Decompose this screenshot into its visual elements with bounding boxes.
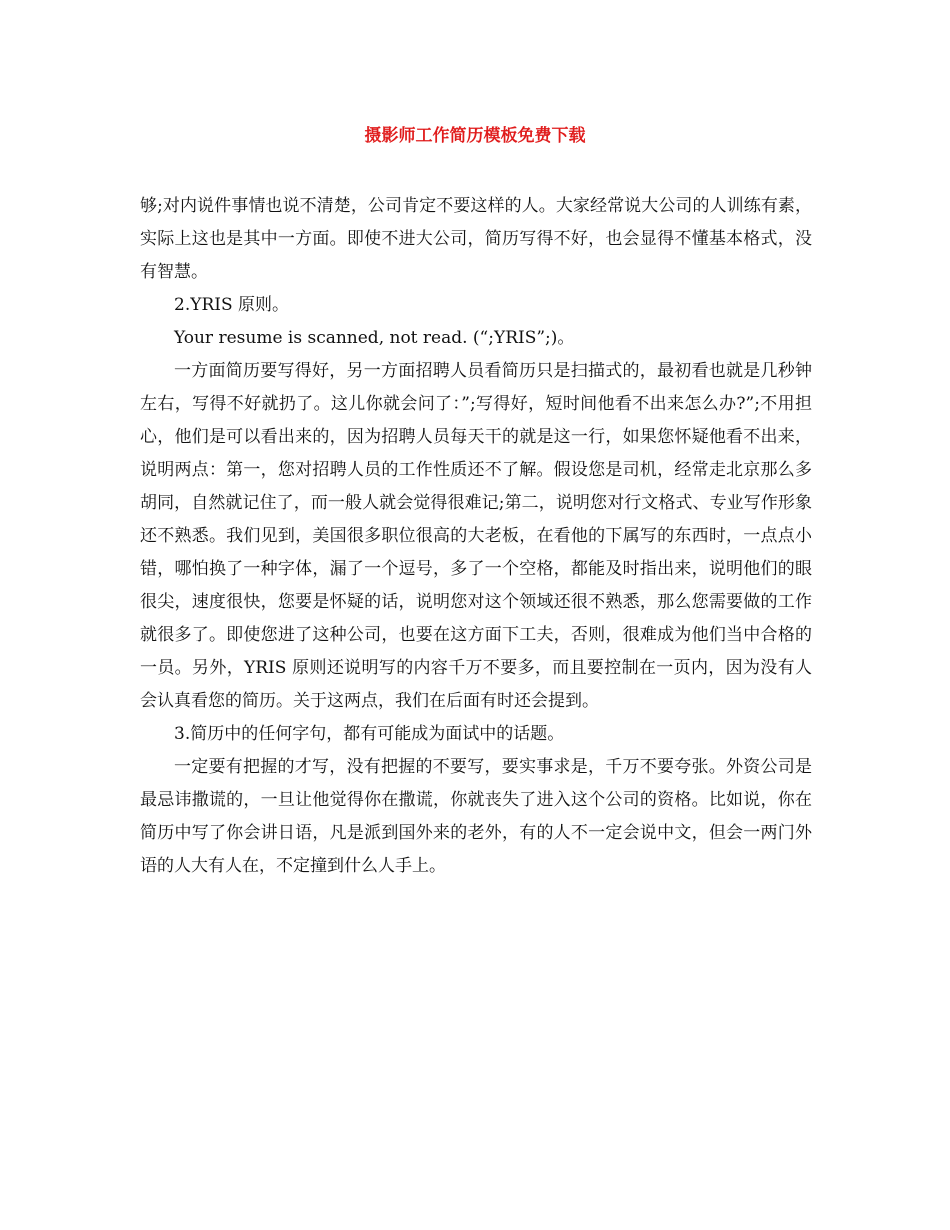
- document-title: 摄影师工作简历模板免费下载: [364, 126, 586, 146]
- document-body: [140, 190, 812, 883]
- paragraph-point-3-explanation: 一定要有把握的才写，没有把握的不要写，要实事求是，千万不要夸张。外资公司是最忌讳撒谎的，一旦让他觉得你在撒谎，你就丧失了进入这个公司的资格。比如说，你在简历中写了你会讲日语，凡是派到国外来的老外，有的人不一定会说中文，但会一两门外语的人大有人在，不定撞到什么人手上。: [140, 757, 812, 876]
- paragraph-yris-explanation: 一方面简历要写得好，另一方面招聘人员看简历只是扫描式的，最初看也就是几秒钟左右，写得不好就扔了。这儿你就会问了：”;写得好，短时间他看不出来怎么办?”;不用担心，他们是可以看出来的，因为招聘人员每天干的就是这一行，如果您怀疑他看不出来，说明两点：第一，您对招聘人员的工作性质还不了解。假设您是司机，经常走北京那么多胡同，自然就记住了，而一般人就会觉得很难记;第二，说明您对行文格式、专业写作形象还不熟悉。我们见到，美国很多职位很高的大老板，在看他的下属写的东西时，一点点小错，哪怕换了一种字体，漏了一个逗号，多了一个空格，都能及时指出来，说明他们的眼很尖，速度很快，您要是怀疑的话，说明您对这个领域还很不熟悉，那么您需要做的工作就很多了。即使您进了这种公司，也要在这方面下工夫，否则，很难成为他们当中合格的一员。另外，YRIS 原则还说明写的内容千万不要多，而且要控制在一页内，因为没有人会认真看您的简历。关于这两点，我们在后面有时还会提到。: [140, 361, 812, 711]
- paragraph-yris-english: Your resume is scanned, not read. (“;YRIS”;)。: [174, 328, 575, 348]
- paragraph-point-3-heading: 3.简历中的任何字句，都有可能成为面试中的话题。: [174, 724, 565, 744]
- paragraph-yris-heading: 2.YRIS 原则。: [174, 295, 290, 315]
- paragraph-intro-continuation: 够;对内说件事情也说不清楚，公司肯定不要这样的人。大家经常说大公司的人训练有素，实际上这也是其中一方面。即使不进大公司，简历写得不好，也会显得不懂基本格式，没有智慧。: [140, 196, 812, 282]
